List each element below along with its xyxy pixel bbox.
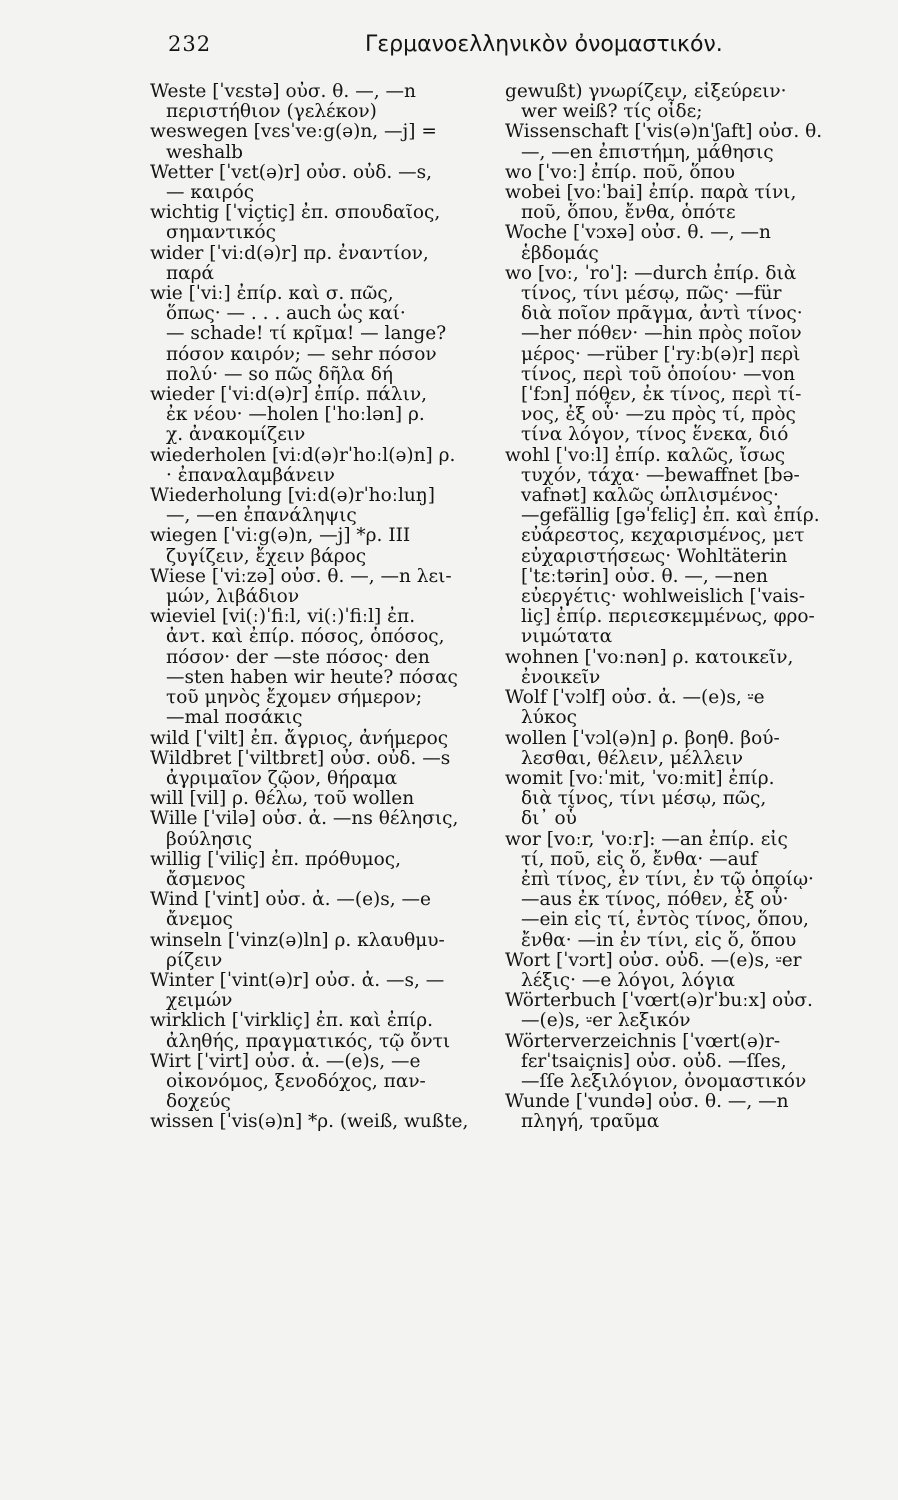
dictionary-entry: [150, 789, 480, 809]
entry-continuation: —ſſe λεξιλόγιον, ὀνομαστικόν: [521, 1070, 807, 1092]
entry-headline: wild [ˈvilt] ἐπ. ἄγριος, ἀνήμερος: [150, 727, 449, 749]
dictionary-entry: [505, 648, 850, 688]
entry-headline: wieder [ˈviːd(ə)r] ἐπίρ. πάλιν,: [150, 384, 428, 406]
entry-continuation: πόσον καιρόν; — sehr πόσον: [166, 343, 437, 365]
dictionary-entry: [150, 526, 480, 566]
entry-headline: wohnen [ˈvoːnən] ρ. κατοικεῖν,: [505, 646, 794, 668]
entry-continuation: τοῦ μηνὸς ἔχομεν σήμερον;: [166, 687, 423, 709]
entry-continuation: εὐάρεστος, κεχαρισμένος, μετ: [521, 525, 805, 547]
entry-continuation: ἑβδομάς: [521, 242, 599, 264]
dictionary-entry: [150, 567, 480, 607]
dictionary-entry: [505, 951, 850, 991]
dictionary-entry: [150, 122, 480, 162]
dictionary-entry: [505, 82, 850, 122]
entry-continuation: νος, ἐξ οὗ· —zu πρὸς τί, πρὸς: [521, 404, 796, 426]
entry-continuation: ἀγριμαῖον ζῷον, θήραμα: [166, 767, 398, 789]
entry-continuation: ἐπὶ τίνος, ἐν τίνι, ἐν τῷ ὁποίῳ·: [521, 868, 814, 890]
entry-headline: wobei [voːˈbai] ἐπίρ. παρὰ τίνι,: [505, 182, 797, 204]
entry-continuation: —aus ἐκ τίνος, πόθεν, ἐξ οὗ·: [521, 889, 789, 911]
entry-headline: will [vil] ρ. θέλω, τοῦ wollen: [150, 788, 415, 810]
dictionary-entry: [505, 830, 850, 951]
entry-continuation: —, —en ἐπανάληψις: [166, 505, 357, 527]
dictionary-entry: [150, 244, 480, 284]
entry-headline: Wetter [ˈvɛt(ə)r] οὐσ. οὐδ. —s,: [150, 161, 433, 183]
dictionary-entry: [150, 890, 480, 930]
entry-headline: Wort [ˈvɔrt] οὐσ. οὐδ. —(e)s, ⸚er: [505, 949, 802, 971]
left-column: [150, 82, 480, 1133]
entry-headline: Wolf [ˈvɔlf] οὐσ. ἀ. —(e)s, ⸚e: [505, 687, 765, 709]
entry-continuation: ἐνοικεῖν: [521, 666, 601, 688]
entry-headline: womit [voːˈmit, ˈvoːmit] ἐπίρ.: [505, 767, 775, 789]
dictionary-entry: [505, 183, 850, 223]
dictionary-entry: [150, 607, 480, 728]
dictionary-entry: [150, 82, 480, 122]
entry-headline: weswegen [vɛsˈveːg(ə)n, —j] =: [150, 121, 437, 143]
entry-headline: wie [ˈviː] ἐπίρ. καὶ σ. πῶς,: [150, 283, 394, 305]
entry-headline: Winter [ˈvint(ə)r] οὐσ. ἀ. —s, —: [150, 969, 445, 991]
entry-continuation: πληγή, τραῦμα: [521, 1111, 660, 1133]
entry-headline: Woche [ˈvɔxə] οὐσ. θ. —, —n: [505, 222, 771, 244]
entry-headline: Wörterbuch [ˈvœrt(ə)rˈbuːx] οὐσ.: [505, 990, 813, 1012]
entry-continuation: βούλησις: [166, 828, 253, 850]
dictionary-entry: [505, 729, 850, 769]
running-title: Γερμανοελληνικὸν ὀνομαστικόν.: [365, 32, 723, 57]
entry-continuation: νιμώτατα: [521, 626, 613, 648]
entry-headline: Wiederholung [viːd(ə)rˈhoːluŋ]: [150, 485, 435, 507]
dictionary-entry: [150, 385, 480, 446]
entry-continuation: ρίζειν: [166, 949, 223, 971]
entry-headline: wiegen [ˈviːg(ə)n, —j] *ρ. III: [150, 525, 411, 547]
entry-continuation: —gefällig [gəˈfɛliç] ἐπ. καὶ ἐπίρ.: [521, 505, 820, 527]
entry-continuation: σημαντικός: [166, 222, 277, 244]
entry-continuation: fɛrˈtsaiçnis] οὐσ. οὐδ. —ſſes,: [521, 1050, 787, 1072]
entry-continuation: δοχεύς: [166, 1091, 231, 1113]
entry-continuation: διὰ τίνος, τίνι μέσῳ, πῶς,: [521, 788, 767, 810]
entry-continuation: μών, λιβάδιον: [166, 586, 300, 608]
dictionary-entry: [505, 122, 850, 162]
entry-headline: Wind [ˈvint] οὐσ. ἀ. —(e)s, —e: [150, 889, 431, 911]
entry-headline: wirklich [ˈvirkliç] ἐπ. καὶ ἐπίρ.: [150, 1010, 433, 1032]
dictionary-entry: [150, 850, 480, 890]
entry-continuation: liç] ἐπίρ. περιεσκεμμένως, φρο-: [521, 606, 815, 628]
entry-continuation: δι᾽ οὗ: [521, 808, 577, 830]
entry-headline: Wörterverzeichnis [ˈvœrt(ə)r-: [505, 1030, 781, 1052]
entry-headline: Wissenschaft [ˈvis(ə)nˈʃaft] οὐσ. θ.: [505, 121, 823, 143]
entry-continuation: οἰκονόμος, ξενοδόχος, παν-: [166, 1070, 426, 1092]
entry-headline: Wunde [ˈvundə] οὐσ. θ. —, —n: [505, 1091, 789, 1113]
page-number: 232: [168, 32, 212, 56]
entry-continuation: περιστήθιον (γελέκον): [166, 101, 377, 123]
entry-continuation: ποῦ, ὅπου, ἔνθα, ὁπότε: [521, 202, 736, 224]
entry-headline: wichtig [ˈviçtiç] ἐπ. σπουδαῖος,: [150, 202, 441, 224]
entry-continuation: —sten haben wir heute? πόσας: [166, 666, 458, 688]
entry-continuation: τίνος, περὶ τοῦ ὁποίου· —von: [521, 363, 796, 385]
entry-continuation: —her πόθεν· —hin πρὸς ποῖον: [521, 323, 802, 345]
entry-continuation: λέξις· —e λόγοι, λόγια: [521, 969, 735, 991]
entry-headline: Wirt [ˈvirt] οὐσ. ἀ. —(e)s, —e: [150, 1050, 421, 1072]
dictionary-entry: [505, 1032, 850, 1093]
dictionary-entry: [150, 1052, 480, 1113]
entry-continuation: εὐχαριστήσεως· Wohltäterin: [521, 545, 788, 567]
entry-continuation: [ˈfɔn] πόθεν, ἐκ τίνος, περὶ τί-: [521, 384, 802, 406]
entry-headline: wo [ˈvoː] ἐπίρ. ποῦ, ὅπου: [505, 161, 736, 183]
entry-continuation: ζυγίζειν, ἔχειν βάρος: [166, 545, 367, 567]
entry-continuation: [ˈtɛːtərin] οὐσ. θ. —, —nen: [521, 565, 768, 587]
entry-continuation: μέρος· —rüber [ˈryːb(ə)r] περὶ: [521, 343, 801, 365]
entry-continuation: πολύ· — so πῶς δῆλα δή: [166, 363, 393, 385]
entry-continuation: —(e)s, ⸚er λεξικόν: [521, 1010, 691, 1032]
entry-continuation: wer weiß? τίς οἶδε;: [521, 101, 703, 123]
dictionary-entry: [150, 1112, 480, 1132]
entry-continuation: τί, ποῦ, εἰς ὅ, ἔνθα· —auf: [521, 848, 758, 870]
entry-headline: willig [ˈviliç] ἐπ. πρόθυμος,: [150, 848, 401, 870]
entry-continuation: διὰ ποῖον πρᾶγμα, ἀντὶ τίνος·: [521, 303, 803, 325]
entry-continuation: — καιρός: [166, 182, 255, 204]
entry-headline: Weste [ˈvɛstə] οὐσ. θ. —, —n: [150, 81, 416, 102]
dictionary-entry: [505, 688, 850, 728]
entry-headline: gewußt) γνωρίζειν, εἰξεύρειν·: [505, 81, 787, 102]
dictionary-entry: [150, 809, 480, 849]
entry-continuation: ἄνεμος: [166, 909, 233, 931]
entry-continuation: πόσον· der —ste πόσος· den: [166, 646, 430, 668]
dictionary-entry: [150, 284, 480, 385]
entry-headline: wiederholen [viːd(ə)rˈhoːl(ə)n] ρ.: [150, 444, 456, 466]
page-header: [0, 24, 898, 64]
dictionary-entry: [505, 991, 850, 1031]
entry-continuation: — schade! τί κρῖμα! — lange?: [166, 323, 447, 345]
entry-continuation: χειμών: [166, 990, 233, 1012]
entry-continuation: · ἐπαναλαμβάνειν: [166, 464, 335, 486]
entry-continuation: τίνα λόγον, τίνος ἕνεκα, διό: [521, 424, 789, 446]
entry-continuation: λεσθαι, θέλειν, μέλλειν: [521, 747, 744, 769]
dictionary-entry: [150, 971, 480, 1011]
dictionary-entry: [505, 223, 850, 263]
entry-continuation: χ. ἀνακομίζειν: [166, 424, 306, 446]
dictionary-entry: [150, 1011, 480, 1051]
entry-continuation: vafnət] καλῶς ὡπλισμένος·: [521, 485, 779, 507]
entry-headline: wissen [ˈvis(ə)n] *ρ. (weiß, wußte,: [150, 1111, 469, 1133]
entry-headline: Wille [ˈvilə] οὐσ. ἀ. —ns θέλησις,: [150, 808, 459, 830]
entry-continuation: ἐκ νέου· —holen [ˈhoːlən] ρ.: [166, 404, 425, 426]
entry-continuation: ἄσμενος: [166, 868, 246, 890]
dictionary-entry: [150, 931, 480, 971]
entry-headline: Wiese [ˈviːzə] οὐσ. θ. —, —n λει-: [150, 565, 452, 587]
entry-headline: wider [ˈviːd(ə)r] πρ. ἐναντίον,: [150, 242, 429, 264]
entry-continuation: —ein εἰς τί, ἐντὸς τίνος, ὅπου,: [521, 909, 809, 931]
dictionary-entry: [150, 446, 480, 486]
dictionary-entry: [505, 446, 850, 648]
entry-continuation: ἀντ. καὶ ἐπίρ. πόσος, ὁπόσος,: [166, 626, 445, 648]
entry-continuation: παρά: [166, 262, 215, 284]
entry-headline: wohl [ˈvoːl] ἐπίρ. καλῶς, ἴσως: [505, 444, 786, 466]
entry-headline: wieviel [vi(ː)ˈfiːl, vi(ː)ˈfiːl] ἐπ.: [150, 606, 416, 628]
entry-headline: wo [voː, ˈroˈ]: —durch ἐπίρ. διὰ: [505, 262, 797, 284]
entry-headline: wollen [ˈvɔl(ə)n] ρ. βοηθ. βού-: [505, 727, 780, 749]
dictionary-entry: [150, 749, 480, 789]
dictionary-entry: [150, 486, 480, 526]
entry-headline: wor [voːr, ˈvoːr]: —an ἐπίρ. εἰς: [505, 828, 788, 850]
entry-continuation: weshalb: [166, 141, 243, 163]
dictionary-entry: [505, 264, 850, 446]
dictionary-entry: [505, 1092, 850, 1132]
dictionary-entry: [505, 769, 850, 830]
entry-headline: Wildbret [ˈviltbrɛt] οὐσ. οὐδ. —s: [150, 747, 451, 769]
dictionary-entry: [150, 729, 480, 749]
entry-continuation: —, —en ἐπιστήμη, μάθησις: [521, 141, 774, 163]
entry-continuation: τυχόν, τάχα· —bewaffnet [bə-: [521, 464, 800, 486]
entry-continuation: λύκος: [521, 707, 578, 729]
entry-continuation: ὅπως· — . . . auch ὡς καί·: [166, 303, 406, 325]
entry-continuation: ἔνθα· —in ἐν τίνι, εἰς ὅ, ὅπου: [521, 929, 797, 951]
right-column: [505, 82, 850, 1133]
entry-continuation: τίνος, τίνι μέσῳ, πῶς· —für: [521, 283, 782, 305]
entry-continuation: εὐεργέτις· wohlweislich [ˈvais-: [521, 586, 805, 608]
dictionary-entry: [150, 163, 480, 203]
dictionary-entry: [150, 203, 480, 243]
entry-continuation: —mal ποσάκις: [166, 707, 303, 729]
entry-headline: winseln [ˈvinz(ə)ln] ρ. κλαυθμυ-: [150, 929, 445, 951]
entry-continuation: ἀληθής, πραγματικός, τῷ ὄντι: [166, 1030, 451, 1052]
dictionary-entry: [505, 163, 850, 183]
